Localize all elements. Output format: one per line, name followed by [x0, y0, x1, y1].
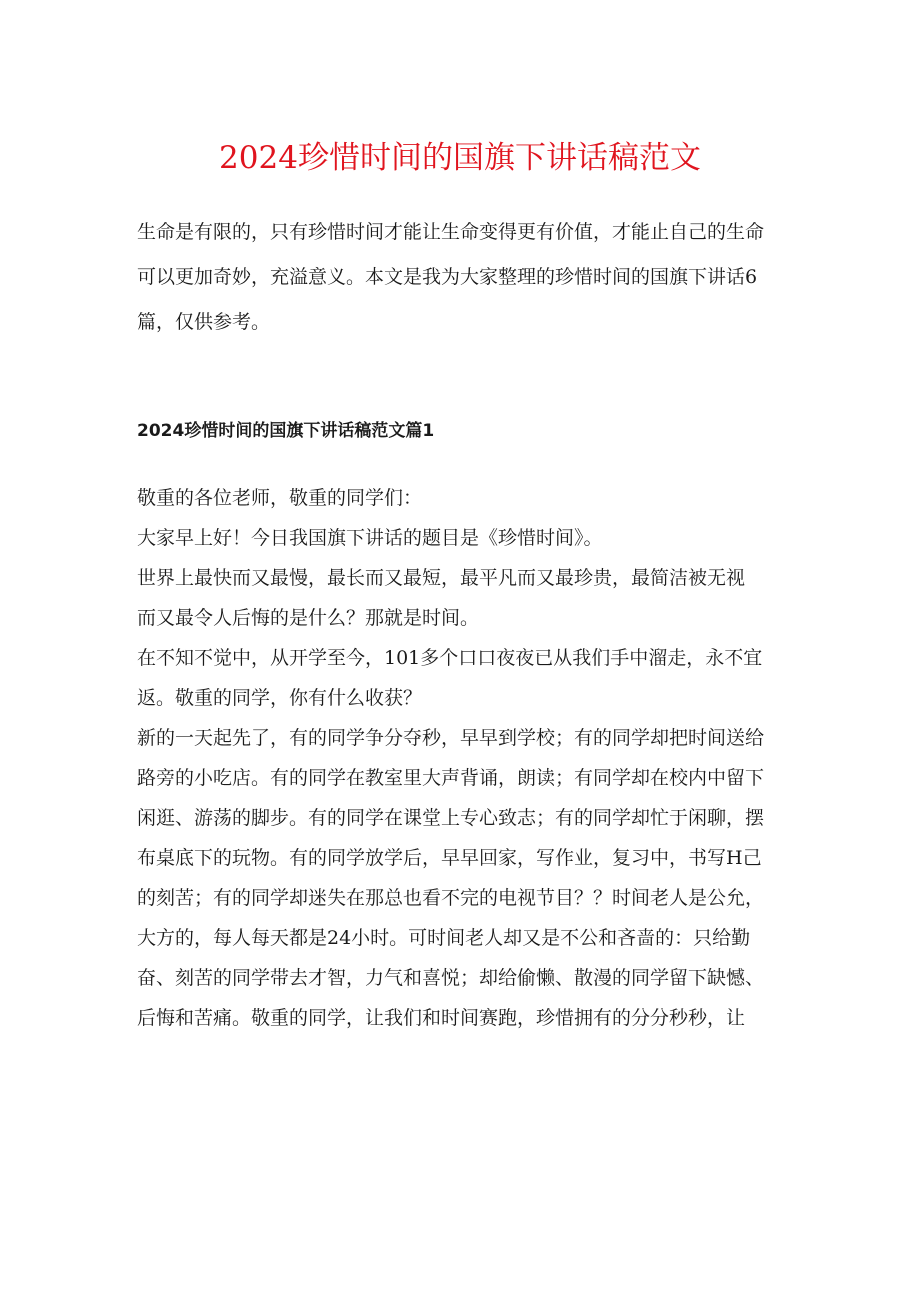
speech-line: 大家早上好！今日我国旗下讲话的题目是《珍惜时间》。	[137, 527, 603, 549]
speech-line: 世界上最快而又最慢，最长而又最短，最平凡而又最珍贵，最简洁被无视	[137, 567, 746, 589]
speech-line: 的刻苦；有的同学却迷失在那总也看不完的电视节目？？时间老人是公允，	[137, 887, 765, 909]
section-heading: 2024珍惜时间的国旗下讲话稿范文篇1	[137, 421, 435, 441]
document-title: 2024珍惜时间的国旗下讲话稿范文	[219, 140, 701, 176]
speech-line: 返。敬重的同学，你有什么收获？	[137, 687, 423, 709]
speech-line: 在不知不觉中，从开学至今，101多个口口夜夜已从我们手中溜走，永不宜	[137, 647, 763, 669]
speech-line: 而又最令人后悔的是什么？那就是时间。	[137, 607, 480, 629]
speech-line: 闲逛、游荡的脚步。有的同学在课堂上专心致志；有的同学却忙于闲聊，摆	[137, 807, 765, 829]
speech-line: 敬重的各位老师，敬重的同学们：	[137, 487, 423, 509]
speech-line: 路旁的小吃店。有的同学在教室里大声背诵，朗读；有同学却在校内中留下	[137, 767, 765, 789]
speech-line: 布桌底下的玩物。有的同学放学后，早早回家，写作业，复习中，书写H己	[137, 847, 762, 869]
speech-line: 后悔和苦痛。敬重的同学，让我们和时间赛跑，珍惜拥有的分分秒秒，让	[137, 1007, 746, 1029]
intro-paragraph	[137, 210, 797, 345]
speech-body	[137, 478, 797, 1038]
intro-line: 篇，仅供参考。	[137, 311, 271, 333]
speech-line: 新的一天起先了，有的同学争分夺秒，早早到学校；有的同学却把时间送给	[137, 727, 765, 749]
intro-line: 生命是有限的，只有珍惜时间才能让生命变得更有价值，才能止自己的生命	[137, 221, 765, 243]
intro-line: 可以更加奇妙，充溢意义。本文是我为大家整理的珍惜时间的国旗下讲话6	[137, 266, 758, 288]
speech-line: 大方的，每人每天都是24小时。可时间老人却又是不公和吝啬的：只给勤	[137, 927, 751, 949]
speech-line: 奋、刻苦的同学带去才智，力气和喜悦；却给偷懒、散漫的同学留下缺憾、	[137, 967, 765, 989]
